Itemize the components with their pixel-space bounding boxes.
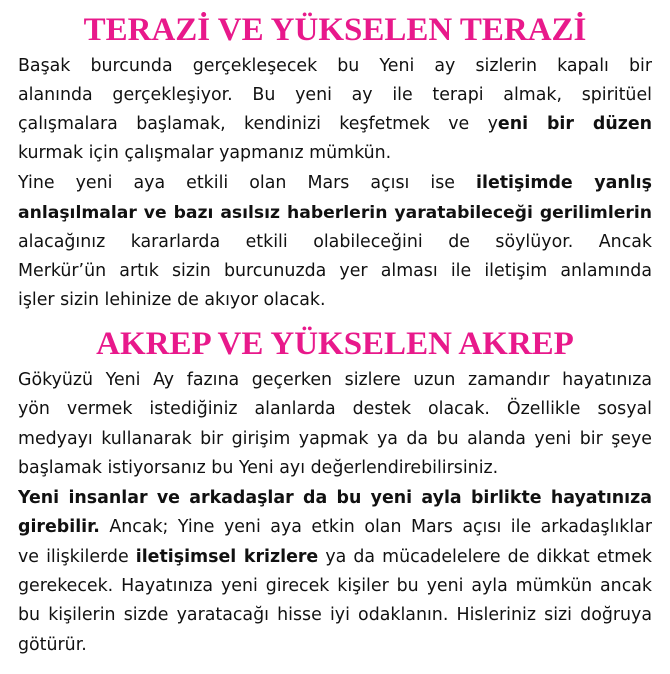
- text-line: [18, 601, 652, 629]
- text-segment: bu kişilerin sizde yaratacağı hisse iyi odaklanın. Hisleriniz sizi doğruya: [18, 605, 652, 625]
- heading-terazi: TERAZİ VE YÜKSELEN TERAZİ: [83, 12, 587, 48]
- text-line: [18, 425, 652, 453]
- text-line: [18, 366, 652, 394]
- text-segment: çalışmalara başlamak, kendinizi keşfetmek ve y: [18, 114, 498, 134]
- text-segment: Gökyüzü Yeni Ay fazına geçerken sizlere uzun zamandır hayatınıza: [18, 370, 652, 390]
- text-segment: başlamak istiyorsanız bu Yeni ayı değerlendirebilirsiniz.: [18, 458, 499, 478]
- text-line: [18, 572, 652, 600]
- text-line: [18, 631, 652, 659]
- text-line: [18, 257, 652, 285]
- text-line: [18, 169, 652, 197]
- text-line: [18, 513, 652, 541]
- bold-text: iletişimsel krizlere: [135, 547, 319, 567]
- bold-text: iletişimde yanlış: [476, 173, 652, 193]
- text-segment: götürür.: [18, 635, 87, 655]
- text-segment: Yine yeni aya etkili olan Mars açısı ise: [18, 173, 477, 193]
- text-line: [18, 139, 652, 167]
- text-segment: Ancak; Yine yeni aya etkin olan Mars açısı ile arkadaşlıklar: [99, 517, 652, 537]
- text-segment: kurmak için çalışmalar yapmanız mümkün.: [18, 143, 392, 163]
- text-line: [18, 52, 652, 80]
- text-line: [18, 395, 652, 423]
- text-line: [18, 484, 652, 512]
- text-line: [18, 199, 652, 227]
- text-line: [18, 228, 652, 256]
- text-segment: yön vermek istediğiniz alanlarda destek olacak. Özellikle sosyal: [18, 399, 652, 419]
- bold-text: Yeni insanlar ve arkadaşlar da bu yeni ayla birlikte hayatınıza: [18, 488, 652, 508]
- bold-text: anlaşılmalar ve bazı asılsız haberlerin yaratabileceği gerilimlerin: [18, 203, 652, 223]
- text-segment: işler sizin lehinize de akıyor olacak.: [18, 290, 326, 310]
- text-line: [18, 286, 652, 314]
- text-line: [18, 454, 652, 482]
- text-line: [18, 81, 652, 109]
- text-segment: ya da mücadelelere de dikkat etmek: [318, 547, 652, 567]
- text-segment: medyayı kullanarak bir girişim yapmak ya da bu alanda yeni bir şeye: [18, 429, 652, 449]
- text-segment: alanında gerçekleşiyor. Bu yeni ay ile terapi almak, spiritüel: [18, 85, 652, 105]
- text-segment: Başak burcunda gerçekleşecek bu Yeni ay sizlerin kapalı bir: [18, 56, 652, 76]
- text-segment: Merkür’ün artık sizin burcunuzda yer alması ile iletişim anlamında: [18, 261, 652, 281]
- heading-akrep: AKREP VE YÜKSELEN AKREP: [96, 326, 574, 362]
- text-segment: gerekecek. Hayatınıza yeni girecek kişiler bu yeni ayla mümkün ancak: [18, 576, 652, 596]
- text-line: [18, 110, 652, 138]
- text-segment: alacağınız kararlarda etkili olabileceğini de söylüyor. Ancak: [18, 232, 652, 252]
- text-line: [18, 543, 652, 571]
- bold-text: eni bir düzen: [497, 114, 652, 134]
- text-segment: ve ilişkilerde: [18, 547, 136, 567]
- bold-text: girebilir.: [18, 517, 100, 537]
